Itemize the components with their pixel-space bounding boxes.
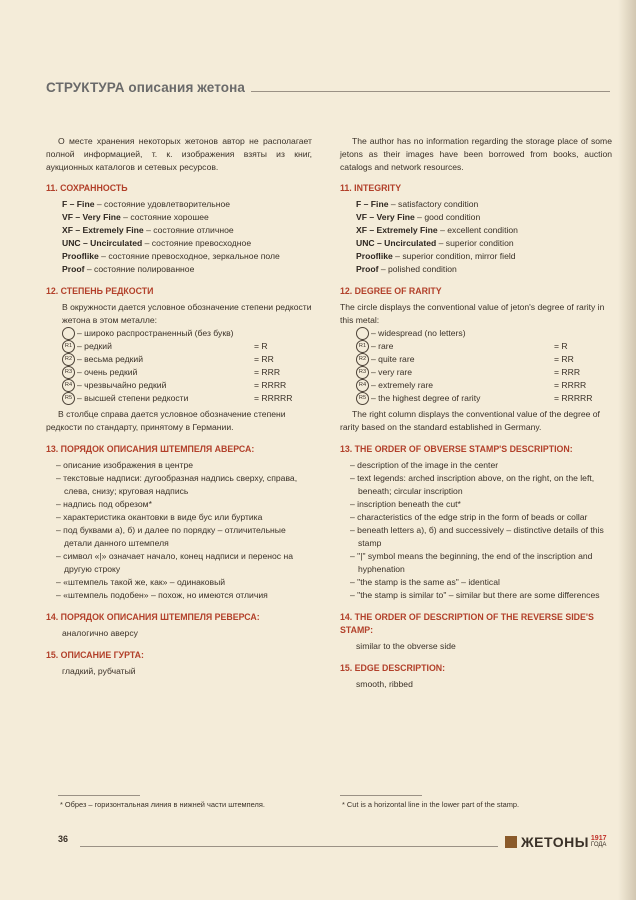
brand-year: 1917 ГОДА	[590, 835, 607, 848]
section-reverse	[46, 611, 312, 640]
rarity-row: – широко распространенный (без букв)	[62, 327, 312, 340]
list-item: – "the stamp is the same as" – identical	[350, 577, 500, 587]
circle-icon: R4	[356, 379, 369, 392]
rarity-table	[340, 327, 612, 405]
circle-icon: R2	[62, 353, 75, 366]
grade-item: XF – Extremely Fine – excellent condition	[356, 225, 518, 235]
russian-column	[46, 135, 312, 687]
edge-text: smooth, ribbed	[356, 679, 413, 689]
section-integrity	[340, 182, 612, 276]
footnote-rule	[340, 795, 422, 796]
list-item: – надпись под обрезом*	[56, 499, 152, 509]
grade-item: XF – Extremely Fine – состояние отличное	[62, 225, 234, 235]
section-rarity	[340, 285, 612, 434]
section-heading: 14. ПОРЯДОК ОПИСАНИЯ ШТЕМПЕЛЯ РЕВЕРСА:	[46, 612, 260, 622]
list-item: – text legends: arched inscription above, on the right, on the left, beneath; circular inscription	[350, 473, 595, 496]
rarity-row: R1 – rare = R	[356, 340, 612, 353]
list-item: – под буквами а), б) и далее по порядку – отличительные детали данного штемпеля	[56, 525, 286, 548]
footnote: * Cut is a horizontal line in the lower part of the stamp.	[342, 800, 520, 809]
section-obverse	[340, 443, 612, 602]
section-heading: 11. СОХРАННОСТЬ	[46, 183, 128, 193]
rarity-row: R5 – the highest degree of rarity = RRRRR	[356, 392, 612, 405]
section-heading: 15. EDGE DESCRIPTION:	[340, 663, 446, 673]
circle-icon	[62, 327, 75, 340]
page-number: 36	[58, 834, 69, 844]
section-heading: 15. ОПИСАНИЕ ГУРТА:	[46, 650, 144, 660]
section-edge	[340, 662, 612, 691]
rarity-lead: В окружности дается условное обозначение степени редкости жетона в этом металле:	[62, 302, 312, 325]
footnote-rule	[58, 795, 140, 796]
intro-paragraph: The author has no information regarding the storage place of some jetons as their images have been borrowed from books, auction catalogs and network resources.	[340, 136, 612, 172]
rarity-row: R2 – quite rare = RR	[356, 353, 612, 366]
section-rarity	[46, 285, 312, 434]
english-column	[340, 135, 612, 700]
rarity-row: R2 – весьма редкий = RR	[62, 353, 312, 366]
list-item: – символ «|» означает начало, конец надписи и перенос на другую строку	[56, 551, 293, 574]
grade-list	[340, 198, 612, 276]
rarity-row: – widespread (no letters)	[356, 327, 612, 340]
list-item: – beneath letters а), б) and successively – distinctive details of this stamp	[350, 525, 604, 548]
rarity-row: R4 – чрезвычайно редкий = RRRR	[62, 379, 312, 392]
section-heading: 13. THE ORDER OF OBVERSE STAMP'S DESCRIPTION:	[340, 444, 573, 454]
edge-text: гладкий, рубчатый	[62, 666, 136, 676]
brand-emblem-icon	[505, 836, 517, 848]
intro-paragraph: О месте хранения некоторых жетонов автор не располагает полной информацией, т. к. изображения взяты из книг, аукционных каталогов и сетевых ресурсов.	[46, 136, 312, 172]
grade-item: F – Fine – состояние удовлетворительное	[62, 199, 231, 209]
list-item: – характеристика окантовки в виде бус или буртика	[56, 512, 263, 522]
circle-icon: R5	[356, 392, 369, 405]
title-rule	[251, 91, 610, 92]
list-item: – "|" symbol means the beginning, the end of the inscription and hyphenation	[350, 551, 593, 574]
grade-item: UNC – Uncirculated – superior condition	[356, 238, 514, 248]
circle-icon: R4	[62, 379, 75, 392]
obverse-list	[340, 459, 612, 602]
rarity-row: R3 – очень редкий = RRR	[62, 366, 312, 379]
section-edge	[46, 649, 312, 678]
circle-icon	[356, 327, 369, 340]
rarity-lead: The circle displays the conventional value of jeton's degree of rarity in this metal:	[340, 302, 605, 325]
circle-icon: R3	[62, 366, 75, 379]
section-heading: 12. DEGREE OF RARITY	[340, 286, 442, 296]
grade-item: Proof – polished condition	[356, 264, 457, 274]
section-obverse	[46, 443, 312, 602]
rarity-note: В столбце справа дается условное обозначение степени редкости по стандарту, принятому в Германии.	[46, 409, 286, 432]
rarity-row: R4 – extremely rare = RRRR	[356, 379, 612, 392]
grade-item: UNC – Uncirculated – состояние превосходное	[62, 238, 252, 248]
grade-item: VF – Very Fine – состояние хорошее	[62, 212, 209, 222]
grade-item: Prooflike – состояние превосходное, зеркальное поле	[62, 251, 280, 261]
reverse-text: similar to the obverse side	[356, 641, 456, 651]
section-heading: 11. INTEGRITY	[340, 183, 402, 193]
list-item: – "the stamp is similar to" – similar but there are some differences	[350, 590, 600, 600]
grade-item: Prooflike – superior condition, mirror field	[356, 251, 516, 261]
list-item: – текстовые надписи: дугообразная надпись сверху, справа, слева, снизу; круговая надпись	[56, 473, 298, 496]
list-item: – «штемпель подобен» – похож, но имеются отличия	[56, 590, 268, 600]
list-item: – описание изображения в центре	[56, 460, 194, 470]
circle-icon: R3	[356, 366, 369, 379]
grade-item: VF – Very Fine – good condition	[356, 212, 481, 222]
section-heading: 13. ПОРЯДОК ОПИСАНИЯ ШТЕМПЕЛЯ АВЕРСА:	[46, 444, 255, 454]
rarity-note: The right column displays the conventional value of the degree of rarity based on the standard established in Germany.	[340, 409, 600, 432]
circle-icon: R1	[356, 340, 369, 353]
obverse-list	[46, 459, 312, 602]
footnote: * Обрез – горизонтальная линия в нижней части штемпеля.	[60, 800, 265, 809]
grade-list	[46, 198, 312, 276]
section-integrity	[46, 182, 312, 276]
rarity-row: R5 – высшей степени редкости = RRRRR	[62, 392, 312, 405]
section-heading: 12. СТЕПЕНЬ РЕДКОСТИ	[46, 286, 154, 296]
list-item: – description of the image in the center	[350, 460, 499, 470]
brand-logo	[505, 834, 606, 850]
section-heading: 14. THE ORDER OF DESCRIPTION OF THE REVERSE SIDE'S STAMP:	[340, 612, 594, 635]
circle-icon: R1	[62, 340, 75, 353]
page-header	[46, 80, 610, 95]
page-edge-shadow	[618, 0, 636, 900]
footer-rule	[80, 846, 498, 847]
list-item: – inscription beneath the cut*	[350, 499, 461, 509]
rarity-row: R3 – very rare = RRR	[356, 366, 612, 379]
circle-icon: R5	[62, 392, 75, 405]
page-title: СТРУКТУРА описания жетона	[46, 80, 245, 95]
rarity-table	[46, 327, 312, 405]
list-item: – characteristics of the edge strip in the form of beads or collar	[350, 512, 588, 522]
brand-name: ЖЕТОНЫ	[521, 834, 589, 850]
circle-icon: R2	[356, 353, 369, 366]
grade-item: Proof – состояние полированное	[62, 264, 195, 274]
list-item: – «штемпель такой же, как» – одинаковый	[56, 577, 226, 587]
rarity-row: R1 – редкий = R	[62, 340, 312, 353]
reverse-text: аналогично аверсу	[62, 628, 138, 638]
section-reverse	[340, 611, 612, 653]
grade-item: F – Fine – satisfactory condition	[356, 199, 479, 209]
